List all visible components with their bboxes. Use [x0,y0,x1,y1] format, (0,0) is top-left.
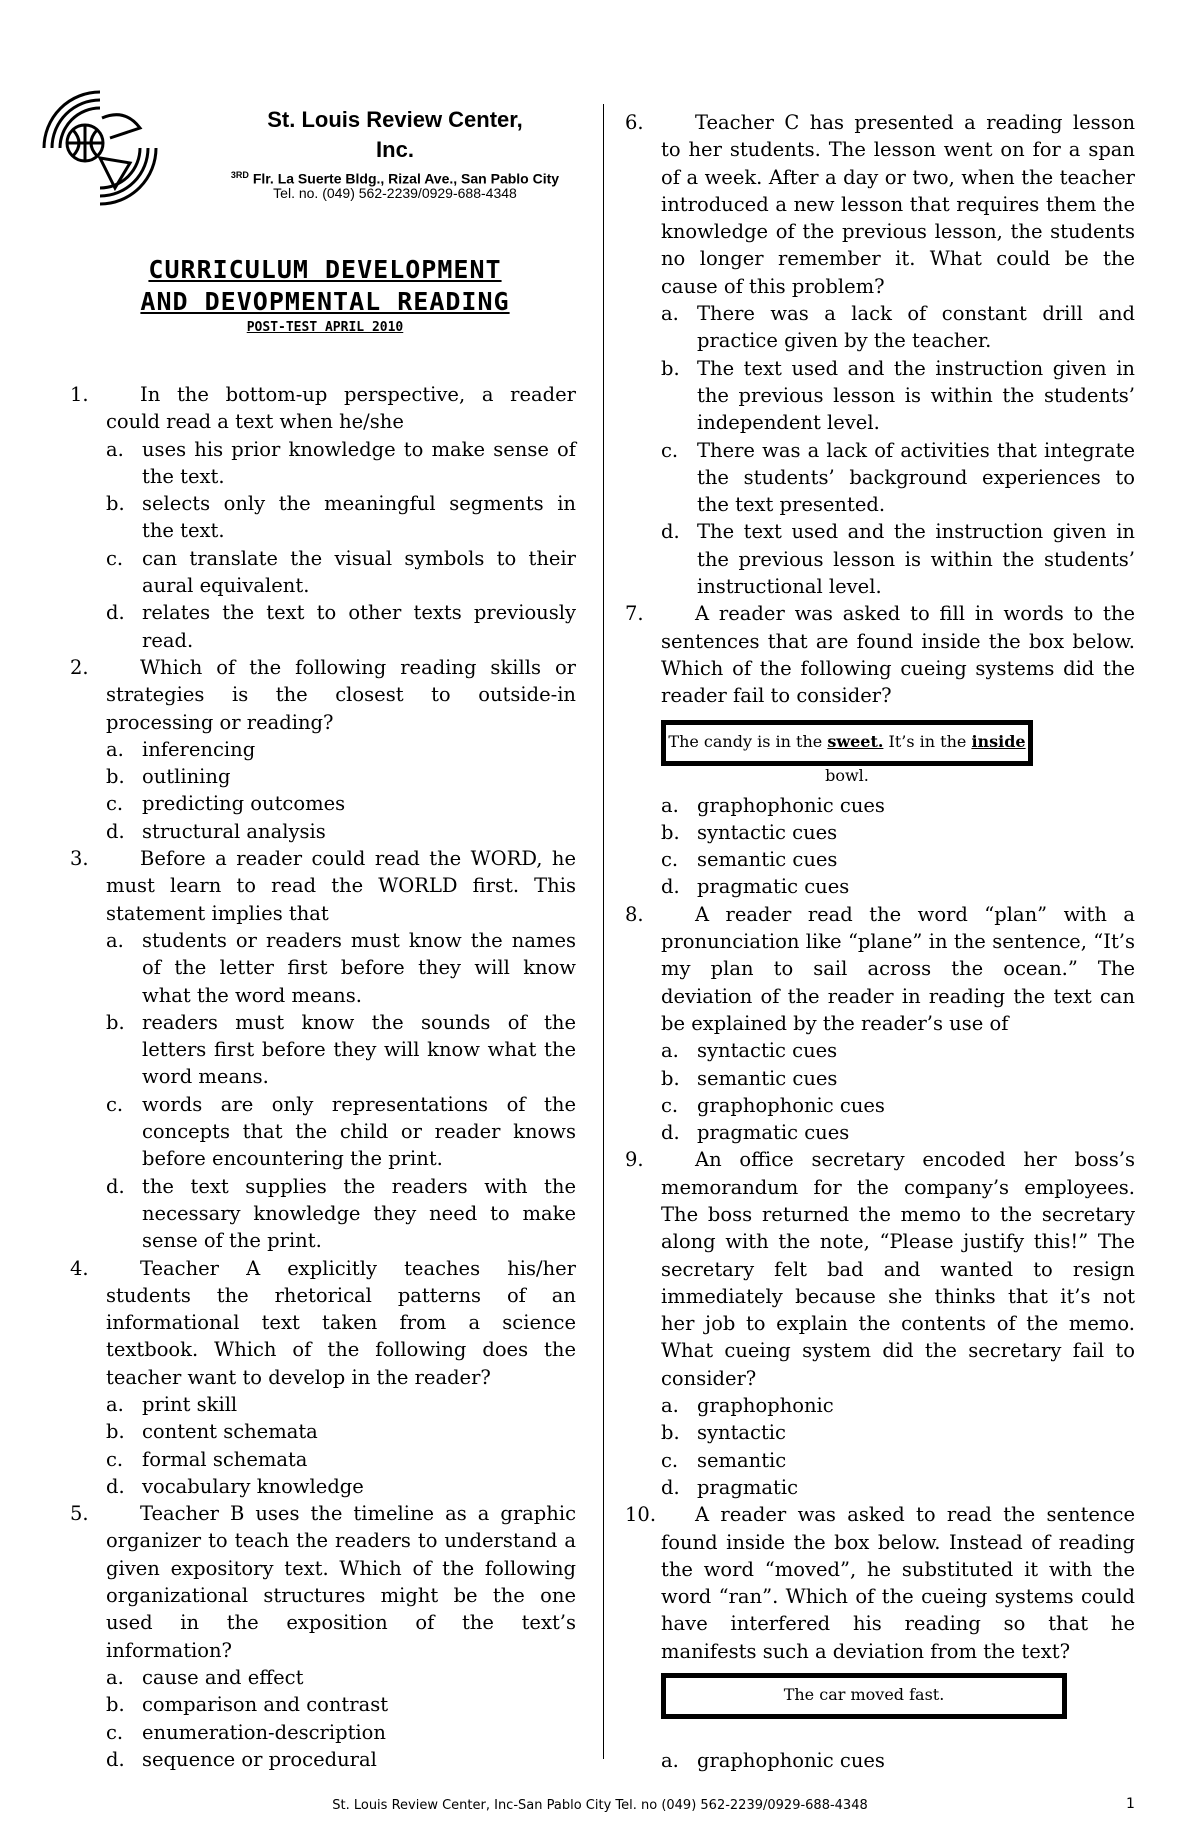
option-letter: c. [106,546,124,570]
page-footer: St. Louis Review Center, Inc-San Pablo City Tel. no (049) 562-2239/0929-688-4348 [332,1798,868,1813]
answer-option [106,1091,576,1173]
answer-option [106,1173,576,1255]
answer-option [106,1418,576,1445]
center-name: St. Louis Review Center, Inc. [267,107,523,162]
option-letter: b. [661,1421,680,1445]
option-text: graphophonic cues [697,1093,885,1117]
answer-option [106,1391,576,1418]
option-letter: c. [661,1093,679,1117]
option-text: comparison and contrast [142,1693,389,1717]
option-text: selects only the meaningful segments in the text. [142,492,576,543]
document-subtitle: POST-TEST APRIL 2010 [246,320,404,335]
column-divider [603,104,604,1759]
option-letter: c. [106,1720,124,1744]
option-text: readers must know the sounds of the letters first before they will know what the word means. [142,1010,576,1089]
option-letter: b. [661,356,680,380]
option-text: graphophonic cues [697,1749,885,1773]
question-stem: Teacher C has presented a reading lesson to her students. The lesson went on for a span of a week. After a day or two, when the teacher introduced a new lesson that requires them the knowledge of the previous lesson, the students no longer remember it. What could be the cause of this problem? [661,111,1135,298]
answer-option [106,763,576,790]
question-number: 7. [625,602,644,626]
option-text: pragmatic cues [697,1121,850,1145]
option-text: formal schemata [142,1447,308,1471]
option-letter: d. [661,520,680,544]
question-stem: Teacher A explicitly teaches his/her students the rhetorical patterns of an informational text taken from a science textbook. Which of the following does the teacher want to develop in the reader? [106,1256,576,1389]
option-text: semantic cues [697,848,838,872]
question-stem: An office secretary encoded her boss’s memorandum for the company’s employees. The boss returned the memo to the secretary along with the note, “Please justify this!” The secretary felt bad and wanted to resign immediately because she thinks that it’s not her job to explain the contents of the memo. What cueing system did the secretary fail to consider? [661,1148,1135,1390]
answer-option [661,437,1135,519]
page-number: 1 [1126,1796,1135,1812]
option-letter: d. [661,875,680,899]
answer-option [106,1691,576,1718]
option-text: vocabulary knowledge [142,1474,364,1498]
question-number: 2. [70,655,89,679]
question-number: 10. [625,1503,657,1527]
option-text: semantic cues [697,1066,838,1090]
question-item [625,901,1135,1147]
option-letter: b. [106,1010,125,1034]
option-letter: a. [106,1665,124,1689]
option-letter: b. [106,1420,125,1444]
option-letter: d. [106,1474,125,1498]
answer-option [661,792,1135,819]
question-item [70,1255,576,1501]
question-stem: A reader read the word “plan” with a pronunciation like “plane” in the sentence, “It’s my plan to sail across the ocean.” The deviation of the reader in reading the text can be explained by the reader’s use of [661,902,1135,1035]
center-telephone: Tel. no. (049) 562-2239/0929-688-4348 [273,185,517,201]
option-letter: a. [106,928,124,952]
option-text: pragmatic [697,1475,799,1499]
option-letter: b. [106,492,125,516]
option-letter: b. [661,1066,680,1090]
answer-option [106,790,576,817]
option-text: structural analysis [142,819,326,843]
question-item [625,109,1135,600]
option-text: semantic [697,1448,787,1472]
option-text: words are only representations of the concepts that the child or reader knows before encountering the print. [142,1092,576,1171]
option-letter: c. [661,848,679,872]
question-number: 8. [625,902,644,926]
question-stem: In the bottom-up perspective, a reader could read a text when he/she [106,383,576,434]
answer-option [661,1092,1135,1119]
option-text: There was a lack of constant drill and practice given by the teacher. [697,302,1135,353]
option-text: syntactic cues [697,1039,838,1063]
option-letter: d. [106,1747,125,1771]
option-text: syntactic [697,1421,786,1445]
answer-option [661,1474,1135,1501]
question-number: 4. [70,1256,89,1280]
option-letter: d. [106,819,125,843]
option-letter: a. [661,793,679,817]
answer-option [106,545,576,600]
question-item [625,600,1135,900]
question-stem: A reader was asked to fill in words to the sentences that are found inside the box below. Which of the following cueing systems did the reader fail to consider? [661,602,1135,708]
option-text: relates the text to other texts previously read. [142,601,576,652]
option-letter: a. [661,1039,679,1063]
question-item [625,1146,1135,1501]
answer-option [106,818,576,845]
option-letter: b. [106,765,125,789]
answer-option [661,846,1135,873]
question-number: 5. [70,1502,89,1526]
center-address: $^{3RD}$ Flr. La Suerte Bldg., Rizal Ave., San Pablo City [230,170,560,187]
option-letter: a. [661,1394,679,1418]
option-text: pragmatic cues [697,875,850,899]
question-item [625,1501,1135,1774]
option-letter: c. [106,1092,124,1116]
option-text: the text supplies the readers with the necessary knowledge they need to make sense of the print. [142,1174,576,1253]
question-item [70,381,576,654]
answer-option [661,1037,1135,1064]
answer-option [661,1747,1135,1774]
option-text: outlining [142,765,231,789]
answer-option [106,1446,576,1473]
option-text: predicting outcomes [142,792,346,816]
option-letter: a. [661,1749,679,1773]
answer-option [661,300,1135,355]
option-text: There was a lack of activities that integrate the students’ background experiences to the text presented. [697,438,1135,517]
option-text: The text used and the instruction given in the previous lesson is within the students’ independent level. [697,356,1135,435]
answer-option [106,736,576,763]
option-letter: a. [106,437,124,461]
answer-option [661,1392,1135,1419]
option-text: students or readers must know the names of the letter first before they will know what the word means. [142,928,576,1007]
option-text: print skill [142,1392,238,1416]
option-text: inferencing [142,737,256,761]
option-text: syntactic cues [697,820,838,844]
question-number: 3. [70,847,89,871]
option-letter: c. [661,1448,679,1472]
option-text: cause and effect [142,1665,304,1689]
answer-option [106,1473,576,1500]
answer-box: The car moved fast. [661,1673,1067,1719]
answer-option [106,1719,576,1746]
document-title: CURRICULUM DEVELOPMENT AND DEVOPMENTAL READING [140,255,510,316]
option-letter: c. [106,1447,124,1471]
review-center-logo [40,88,160,208]
answer-option [106,599,576,654]
box-word-1: sweet. [827,731,884,751]
box-word-2: inside [971,731,1026,751]
right-column [625,109,1135,1774]
answer-box: The candy is in the sweet. It’s in the inside bowl. [661,720,1033,766]
answer-option [106,436,576,491]
question-stem: A reader was asked to read the sentence found inside the box below. Instead of reading the word “moved”, he substituted it with the word “ran”. Which of the cueing systems could have interfered his reading so that he manifests such a deviation from the text? [661,1503,1135,1663]
option-text: graphophonic [697,1394,834,1418]
option-text: graphophonic cues [697,793,885,817]
answer-option [661,1419,1135,1446]
question-stem: Which of the following reading skills or strategies is the closest to outside-in processing or reading? [106,655,576,734]
option-letter: a. [661,302,679,326]
option-letter: b. [661,820,680,844]
answer-option [106,1664,576,1691]
option-letter: c. [106,792,124,816]
option-letter: c. [661,438,679,462]
left-column [70,381,576,1773]
question-item [70,654,576,845]
answer-option [661,518,1135,600]
answer-option [106,490,576,545]
answer-option [661,1447,1135,1474]
answer-option [661,873,1135,900]
option-letter: b. [106,1693,125,1717]
option-letter: d. [661,1121,680,1145]
answer-option [661,1119,1135,1146]
option-text: content schemata [142,1420,318,1444]
answer-option [106,927,576,1009]
answer-option [661,819,1135,846]
option-letter: a. [106,737,124,761]
answer-option [106,1746,576,1773]
question-stem: Teacher B uses the timeline as a graphic organizer to teach the readers to understand a given expository text. Which of the following organizational structures might be the one used in the exposition of the text’s information? [106,1502,576,1662]
option-text: The text used and the instruction given in the previous lesson is within the students’ instructional level. [697,520,1135,599]
answer-option [106,1009,576,1091]
option-letter: d. [661,1475,680,1499]
option-letter: d. [106,601,125,625]
answer-option [661,1065,1135,1092]
option-letter: d. [106,1174,125,1198]
question-number: 1. [70,383,89,406]
option-text: uses his prior knowledge to make sense of the text. [142,437,576,488]
option-text: enumeration-description [142,1720,386,1744]
option-text: can translate the visual symbols to their aural equivalent. [142,546,576,598]
option-text: sequence or procedural [142,1747,377,1771]
question-number: 9. [625,1148,644,1172]
question-item [70,1500,576,1773]
option-letter: a. [106,1392,124,1416]
question-item [70,845,576,1254]
question-stem: Before a reader could read the WORD, he must learn to read the WORLD first. This statement implies that [106,847,576,925]
answer-option [661,355,1135,437]
question-number: 6. [625,111,644,134]
